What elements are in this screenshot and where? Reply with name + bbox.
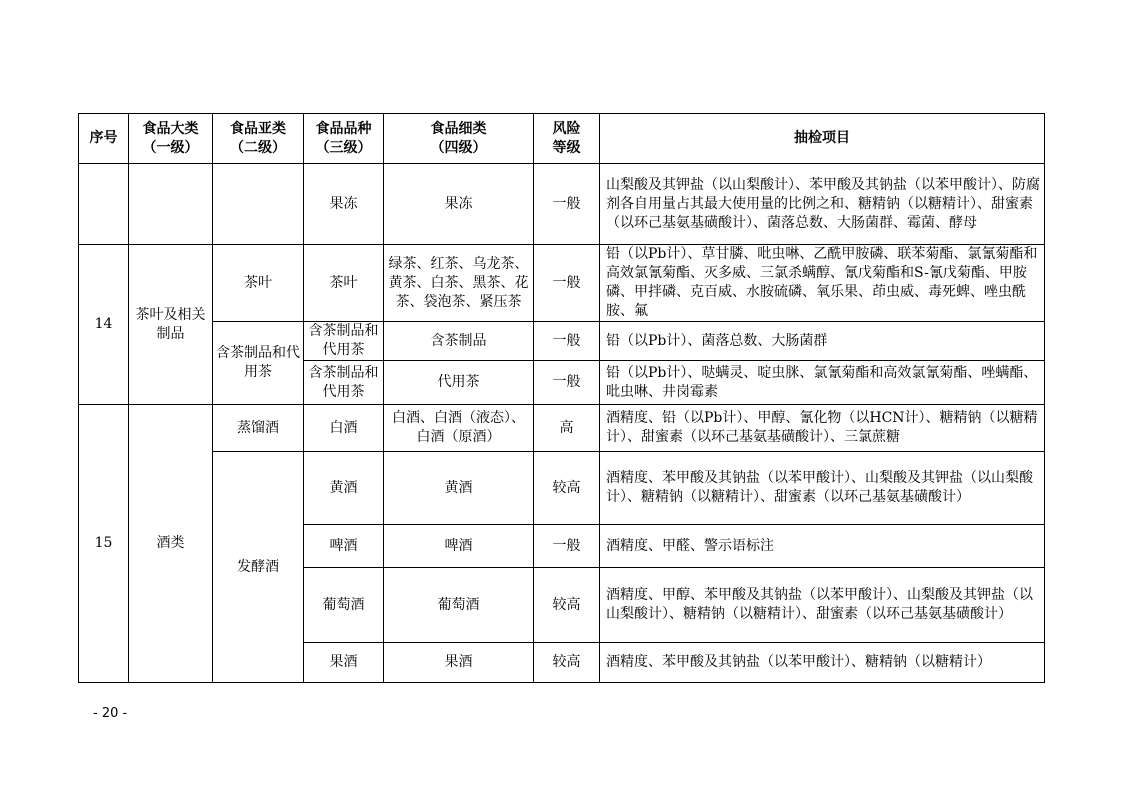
cell-items: 铅（以Pb计）、草甘膦、吡虫啉、乙酰甲胺磷、联苯菊酯、氯氰菊酯和高效氯氰菊酯、灭多威、三氯杀螨醇、氰戊菊酯和S-氰戊菊酯、甲胺磷、甲拌磷、克百威、水胺硫磷、氧乐果、茚虫威、毒死蜱、唑虫酰胺、氟 [600,245,1045,322]
page-number: - 20 - [93,706,128,721]
cell-cat4: 啤酒 [384,525,534,568]
cell-cat4: 黄酒 [384,452,534,525]
cell-cat1: 酒类 [129,405,213,683]
cell-items: 铅（以Pb计）、哒螨灵、啶虫脒、氯氰菊酯和高效氯氰菊酯、唑螨酯、吡虫啉、井岗霉素 [600,361,1045,405]
cell-risk: 一般 [534,164,600,245]
cell-risk: 一般 [534,322,600,361]
cell-cat3: 茶叶 [304,245,384,322]
table-row [79,322,1045,361]
cell-cat4: 白酒、白酒（液态）、白酒（原酒） [384,405,534,452]
cell-risk: 一般 [534,525,600,568]
cell-cat3: 果冻 [304,164,384,245]
cell-cat3: 葡萄酒 [304,568,384,643]
table-row [79,245,1045,322]
cell-cat2: 发酵酒 [213,452,304,683]
cell-risk: 较高 [534,643,600,683]
cell-items: 铅（以Pb计）、菌落总数、大肠菌群 [600,322,1045,361]
header-category-level1: 食品大类 （一级） [129,114,213,164]
cell-cat3: 含茶制品和代用茶 [304,361,384,405]
cell-cat2: 蒸馏酒 [213,405,304,452]
cell-cat4: 果冻 [384,164,534,245]
table-row [79,164,1045,245]
cell-risk: 较高 [534,568,600,643]
cell-items: 酒精度、苯甲酸及其钠盐（以苯甲酸计）、糖精钠（以糖精计） [600,643,1045,683]
cell-seq: 14 [79,245,129,405]
table-row [79,452,1045,525]
cell-cat3: 白酒 [304,405,384,452]
cell-cat4: 果酒 [384,643,534,683]
table-header-row [79,114,1045,164]
cell-cat3: 果酒 [304,643,384,683]
cell-cat1 [129,164,213,245]
table-row [79,405,1045,452]
cell-cat4: 代用茶 [384,361,534,405]
cell-risk: 高 [534,405,600,452]
header-seq: 序号 [79,114,129,164]
cell-risk: 较高 [534,452,600,525]
food-sampling-table [78,113,1045,683]
header-risk-level: 风险 等级 [534,114,600,164]
cell-seq [79,164,129,245]
cell-items: 酒精度、甲醛、警示语标注 [600,525,1045,568]
header-category-level3: 食品品种 （三级） [304,114,384,164]
cell-cat3: 含茶制品和代用茶 [304,322,384,361]
cell-cat3: 黄酒 [304,452,384,525]
cell-risk: 一般 [534,361,600,405]
cell-cat2 [213,164,304,245]
cell-items: 酒精度、苯甲酸及其钠盐（以苯甲酸计）、山梨酸及其钾盐（以山梨酸计）、糖精钠（以糖精计）、甜蜜素（以环己基氨基磺酸计） [600,452,1045,525]
cell-items: 山梨酸及其钾盐（以山梨酸计）、苯甲酸及其钠盐（以苯甲酸计）、防腐剂各自用量占其最大使用量的比例之和、糖精钠（以糖精计）、甜蜜素（以环己基氨基磺酸计）、菌落总数、大肠菌群、霉菌、酵母 [600,164,1045,245]
cell-risk: 一般 [534,245,600,322]
cell-cat2: 含茶制品和代用茶 [213,322,304,405]
cell-cat4: 葡萄酒 [384,568,534,643]
header-category-level4: 食品细类 （四级） [384,114,534,164]
cell-seq: 15 [79,405,129,683]
cell-cat4: 绿茶、红茶、乌龙茶、黄茶、白茶、黑茶、花茶、袋泡茶、紧压茶 [384,245,534,322]
cell-items: 酒精度、铅（以Pb计）、甲醇、氰化物（以HCN计）、糖精钠（以糖精计）、甜蜜素（以环己基氨基磺酸计）、三氯蔗糖 [600,405,1045,452]
header-test-items: 抽检项目 [600,114,1045,164]
header-category-level2: 食品亚类 （二级） [213,114,304,164]
cell-cat2: 茶叶 [213,245,304,322]
cell-items: 酒精度、甲醇、苯甲酸及其钠盐（以苯甲酸计）、山梨酸及其钾盐（以山梨酸计）、糖精钠（以糖精计）、甜蜜素（以环己基氨基磺酸计） [600,568,1045,643]
cell-cat1: 茶叶及相关制品 [129,245,213,405]
cell-cat3: 啤酒 [304,525,384,568]
cell-cat4: 含茶制品 [384,322,534,361]
